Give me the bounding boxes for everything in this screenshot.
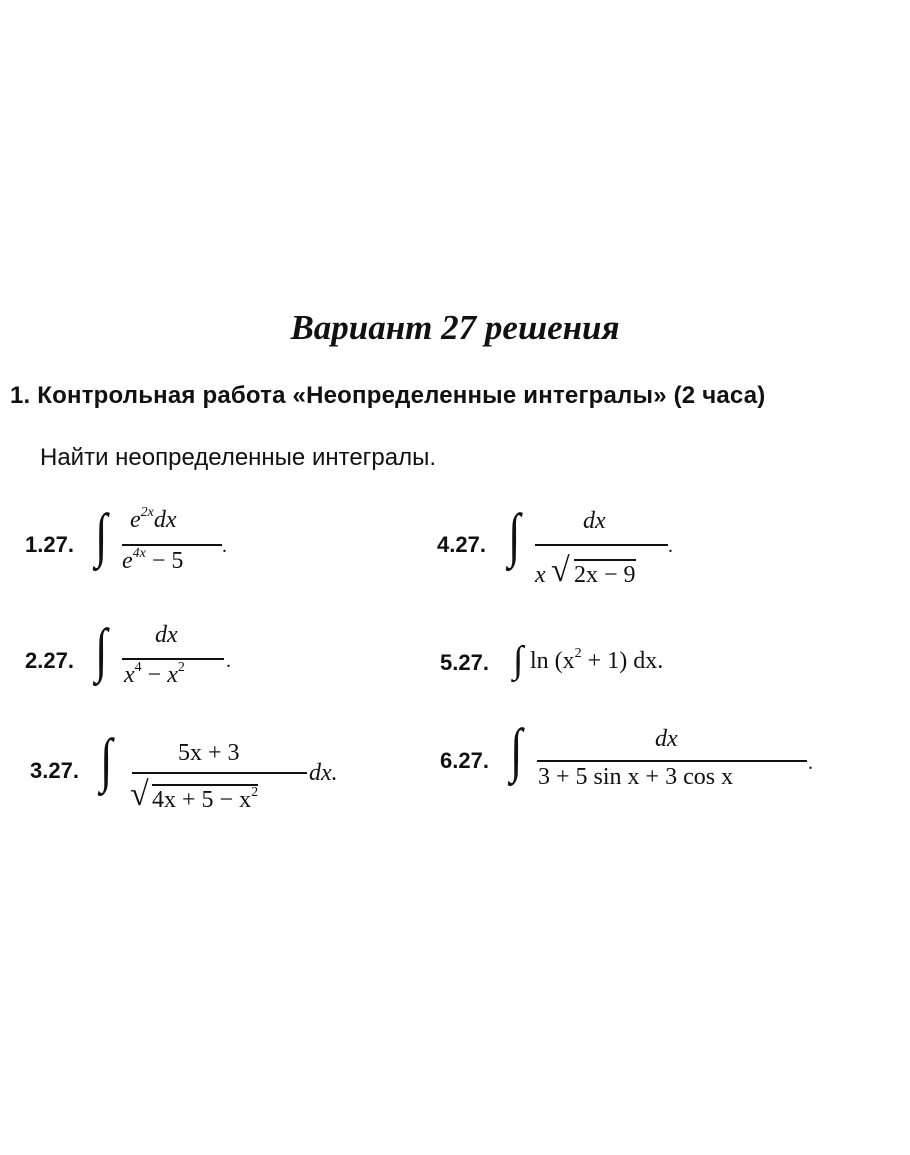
differential: dx. — [309, 760, 338, 786]
problem-number: 2.27. — [25, 648, 74, 673]
numerator: dx — [155, 622, 178, 648]
problem-number: 6.27. — [440, 748, 489, 773]
denominator: $e^{4x} - 5$ — [122, 546, 184, 574]
denominator-radicand: 2x − 9 — [574, 559, 636, 589]
problem-number: 3.27. — [30, 758, 79, 783]
problem-number: 5.27. — [440, 650, 489, 675]
integral-sign: ∫ — [510, 717, 523, 783]
numerator: 5x + 3 — [178, 740, 240, 766]
page-title: Вариант 27 решения — [290, 308, 620, 347]
expression: $\ln (x^2 + 1)$ dx. — [530, 646, 664, 674]
fraction-bar — [132, 772, 307, 774]
integral-sign: ∫ — [95, 617, 108, 683]
integral-sign: ∫ — [508, 502, 521, 568]
section-heading: 1. Контрольная работа «Неопределенные интегралы» (2 часа) — [10, 382, 766, 409]
integral-sign: ∫ — [95, 502, 108, 568]
problem-number: 4.27. — [437, 532, 486, 557]
sqrt-sign: √ — [130, 776, 149, 813]
numerator: dx — [583, 508, 606, 534]
denominator: $x^4 - x^2$ — [124, 660, 185, 688]
sqrt-sign: √ — [551, 552, 570, 589]
problem-number: 1.27. — [25, 532, 74, 557]
period: . — [226, 650, 231, 672]
numerator: dx — [655, 726, 678, 752]
period: . — [808, 752, 813, 774]
integral-sign: ∫ — [100, 727, 113, 793]
denominator-x: x — [535, 562, 546, 588]
denominator: $4x + 5 - x^2$ — [152, 785, 259, 813]
instruction: Найти неопределенные интегралы. — [40, 444, 437, 471]
denominator: 3 + 5 sin x + 3 cos x — [538, 764, 734, 790]
fraction-bar — [537, 760, 807, 762]
fraction-bar — [535, 544, 668, 546]
period: . — [222, 535, 227, 557]
integral-sign: ∫ — [513, 639, 524, 681]
period: . — [668, 535, 673, 557]
numerator: $e^{2x}dx$ — [130, 505, 177, 533]
